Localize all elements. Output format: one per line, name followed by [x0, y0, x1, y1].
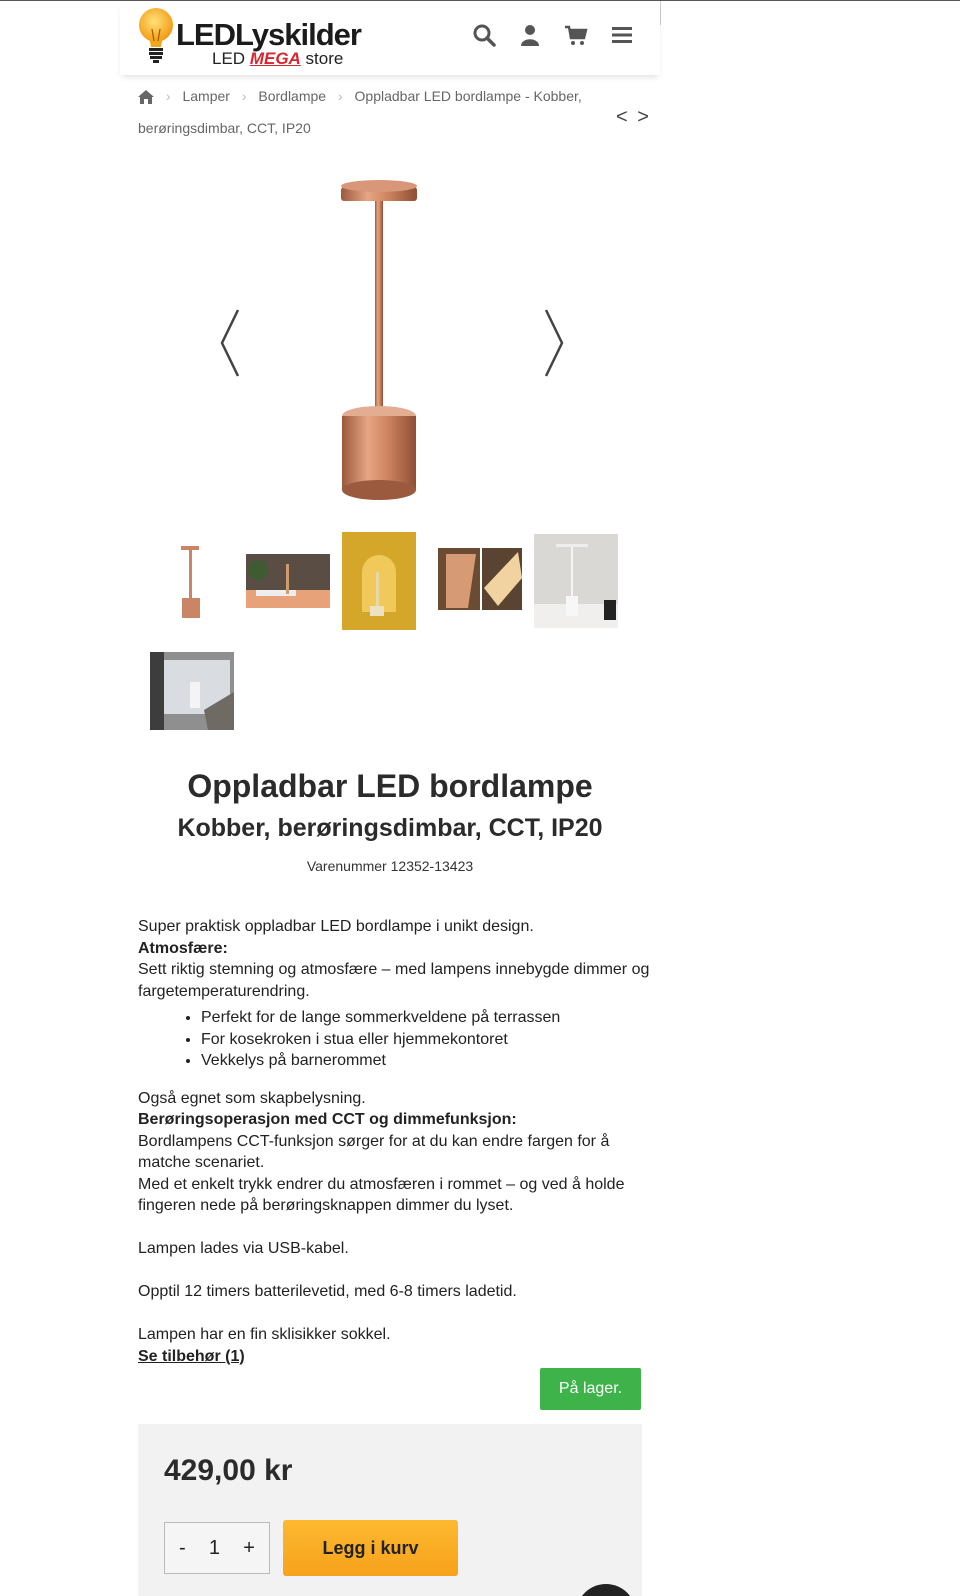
search-icon[interactable]	[472, 23, 496, 47]
desc-paragraph: Lampen lades via USB-kabel.	[138, 1240, 349, 1257]
sku-label: Varenummer	[306, 858, 387, 874]
thumbnail[interactable]	[150, 540, 234, 620]
site-logo[interactable]	[138, 5, 368, 69]
product-title: Oppladbar LED bordlampe	[187, 768, 593, 804]
lightbulb-icon	[138, 7, 174, 67]
desc-paragraph: Med et enkelt trykk endrer du atmosfæren i rommet – og ved å holde fingeren nede på berøringsknappen dimmer du lyset.	[138, 1175, 625, 1214]
tagline-mega: MEGA	[249, 49, 301, 68]
gutter-divider	[660, 1, 661, 25]
sku-value: 12352-13423	[390, 858, 474, 874]
qty-plus-button[interactable]: +	[243, 1536, 255, 1559]
header-icons	[472, 23, 634, 47]
breadcrumb-item-lamper[interactable]: Lamper	[182, 88, 230, 104]
user-icon[interactable]	[518, 23, 542, 47]
accessories-link[interactable]: Se tilbehør (1)	[138, 1347, 245, 1365]
breadcrumb-item-bordlampe[interactable]: Bordlampe	[258, 88, 327, 104]
list-item: • Perfekt for de lange sommerkveldene på terrassen	[201, 1007, 658, 1029]
product-price: 429,00 kr	[164, 1454, 293, 1487]
desc-heading-atmosphere: Atmosfære:	[138, 939, 228, 957]
desc-paragraph: Sett riktig stemning og atmosfære – med lampens innebygde dimmer og fargetemperaturendring.	[138, 961, 650, 1000]
thumbnail[interactable]	[342, 532, 416, 630]
desc-heading-touch: Berøringsoperasjon med CCT og dimmefunksjon:	[138, 1111, 517, 1128]
thumbnail[interactable]	[246, 540, 330, 620]
breadcrumb	[138, 80, 658, 144]
product-subtitle: Kobber, berøringsdimbar, CCT, IP20	[177, 814, 603, 842]
desc-intro: Super praktisk oppladbar LED bordlampe i unikt design.	[138, 918, 534, 935]
home-icon[interactable]	[138, 90, 154, 104]
thumbnail[interactable]	[150, 652, 234, 730]
product-image[interactable]	[334, 176, 424, 506]
prev-next-product-arrows[interactable]: < >	[616, 106, 651, 128]
buy-box	[138, 1424, 642, 1596]
qty-input[interactable]: 1	[208, 1536, 221, 1559]
desc-paragraph: Bordlampens CCT-funksjon sørger for at du kan endre fargen for å matche scenariet.	[138, 1132, 610, 1171]
breadcrumb-separator: ›	[337, 88, 343, 104]
desc-paragraph: Lampen har en fin sklisikker sokkel.	[138, 1326, 391, 1343]
product-sku	[138, 858, 642, 874]
quantity-stepper	[164, 1522, 270, 1574]
site-header	[120, 1, 660, 75]
stock-status-badge: På lager.	[540, 1368, 641, 1410]
brand-tagline	[212, 49, 343, 69]
breadcrumb-item-current-cont: berøringsdimbar, CCT, IP20	[138, 120, 311, 136]
desc-paragraph: Opptil 12 timers batterilevetid, med 6-8 timers ladetid.	[138, 1283, 517, 1300]
list-item: • For kosekroken i stua eller hjemmekontoret	[201, 1029, 658, 1051]
thumbnail[interactable]	[438, 548, 522, 610]
breadcrumb-separator: ›	[165, 88, 171, 104]
qty-minus-button[interactable]: -	[179, 1536, 186, 1559]
product-description	[138, 916, 658, 1367]
chevron-right-icon[interactable]	[542, 308, 566, 378]
breadcrumb-separator: ›	[241, 88, 247, 104]
add-to-cart-button[interactable]: Legg i kurv	[283, 1520, 458, 1576]
product-gallery	[138, 160, 642, 530]
tagline-suffix: store	[305, 49, 344, 68]
cart-icon[interactable]	[564, 23, 588, 47]
brand-name: LEDLyskilder	[176, 17, 361, 52]
breadcrumb-item-current: Oppladbar LED bordlampe - Kobber,	[354, 88, 582, 104]
desc-paragraph: Også egnet som skapbelysning.	[138, 1089, 366, 1107]
thumbnail[interactable]	[534, 534, 618, 628]
feature-list	[138, 1007, 658, 1072]
chevron-left-icon[interactable]	[218, 308, 242, 378]
list-item: • Vekkelys på barnerommet	[201, 1050, 658, 1072]
tagline-prefix: LED	[212, 49, 246, 68]
menu-icon[interactable]	[610, 23, 634, 47]
